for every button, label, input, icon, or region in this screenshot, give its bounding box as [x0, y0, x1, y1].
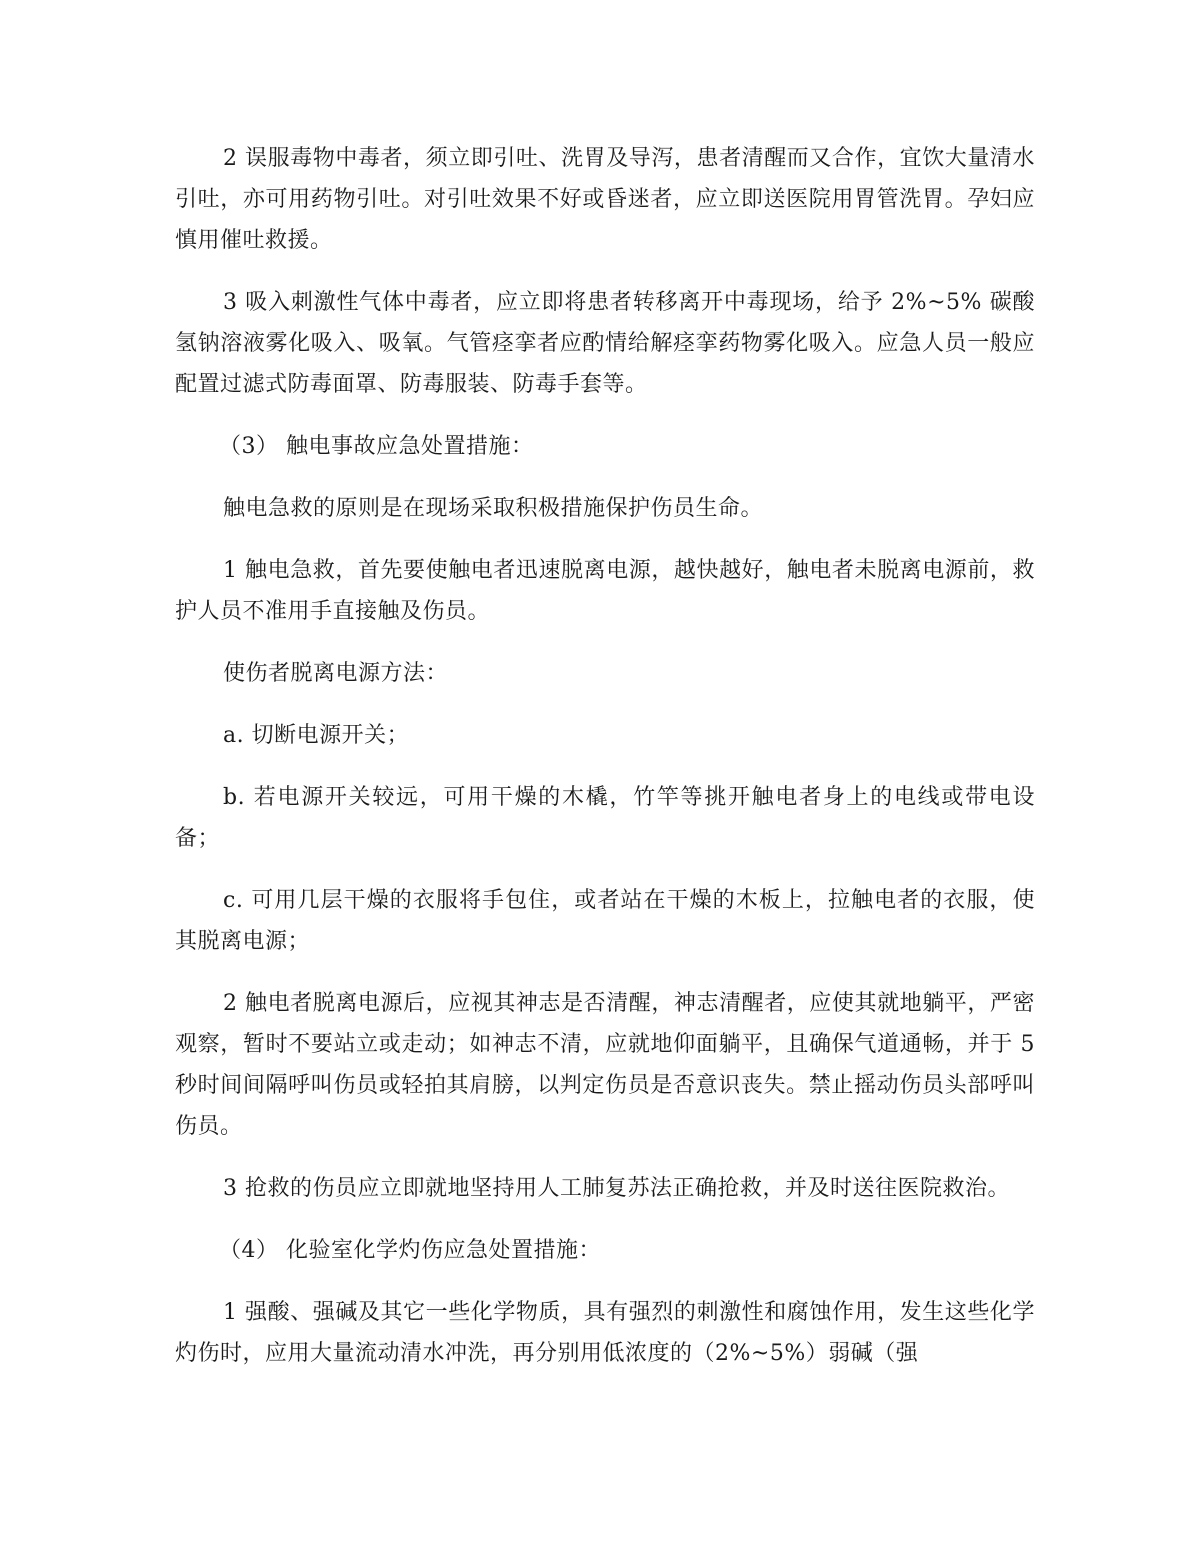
document-body — [175, 138, 1035, 1395]
paragraph-disconnect-methods: 使伤者脱离电源方法： — [223, 661, 449, 686]
paragraph-shock-step-1: 1 触电急救，首先要使触电者迅速脱离电源，越快越好，触电者未脱离电源前，救护人员不准用手直接触及伤员。 — [175, 558, 1035, 624]
paragraph-shock-step-3: 3 抢救的伤员应立即就地坚持用人工肺复苏法正确抢救，并及时送往医院救治。 — [223, 1176, 1010, 1201]
heading-electric-shock: （3） 触电事故应急处置措施： — [219, 434, 534, 459]
paragraph-shock-principle: 触电急救的原则是在现场采取积极措施保护伤员生命。 — [223, 496, 764, 521]
paragraph-ingestion-poisoning: 2 误服毒物中毒者，须立即引吐、洗胃及导泻，患者清醒而又合作，宜饮大量清水引吐，亦可用药物引吐。对引吐效果不好或昏迷者，应立即送医院用胃管洗胃。孕妇应慎用催吐救援。 — [175, 146, 1035, 253]
paragraph-shock-step-2: 2 触电者脱离电源后，应视其神志是否清醒，神志清醒者，应使其就地躺平，严密观察，暂时不要站立或走动；如神志不清，应就地仰面躺平，且确保气道通畅，并于 5 秒时间间隔呼叫伤员或轻拍其肩膀，以判定伤员是否意识丧失。禁止摇动伤员头部呼叫伤员。 — [175, 991, 1035, 1139]
paragraph-chemical-burn-step-1: 1 强酸、强碱及其它一些化学物质，具有强烈的刺激性和腐蚀作用，发生这些化学灼伤时，应用大量流动清水冲洗，再分别用低浓度的（2%~5%）弱碱（强 — [175, 1300, 1035, 1366]
heading-chemical-burn: （4） 化验室化学灼伤应急处置措施： — [219, 1238, 601, 1263]
list-item-a: a. 切断电源开关； — [223, 723, 410, 748]
list-item-c: c. 可用几层干燥的衣服将手包住，或者站在干燥的木板上，拉触电者的衣服，使其脱离电源； — [175, 888, 1035, 954]
paragraph-gas-inhalation: 3 吸入刺激性气体中毒者，应立即将患者转移离开中毒现场，给予 2%~5% 碳酸氢钠溶液雾化吸入、吸氧。气管痉挛者应酌情给解痉挛药物雾化吸入。应急人员一般应配置过滤式防毒面罩、防毒服装、防毒手套等。 — [175, 290, 1035, 397]
list-item-b: b. 若电源开关较远，可用干燥的木橇，竹竿等挑开触电者身上的电线或带电设备； — [175, 785, 1035, 851]
